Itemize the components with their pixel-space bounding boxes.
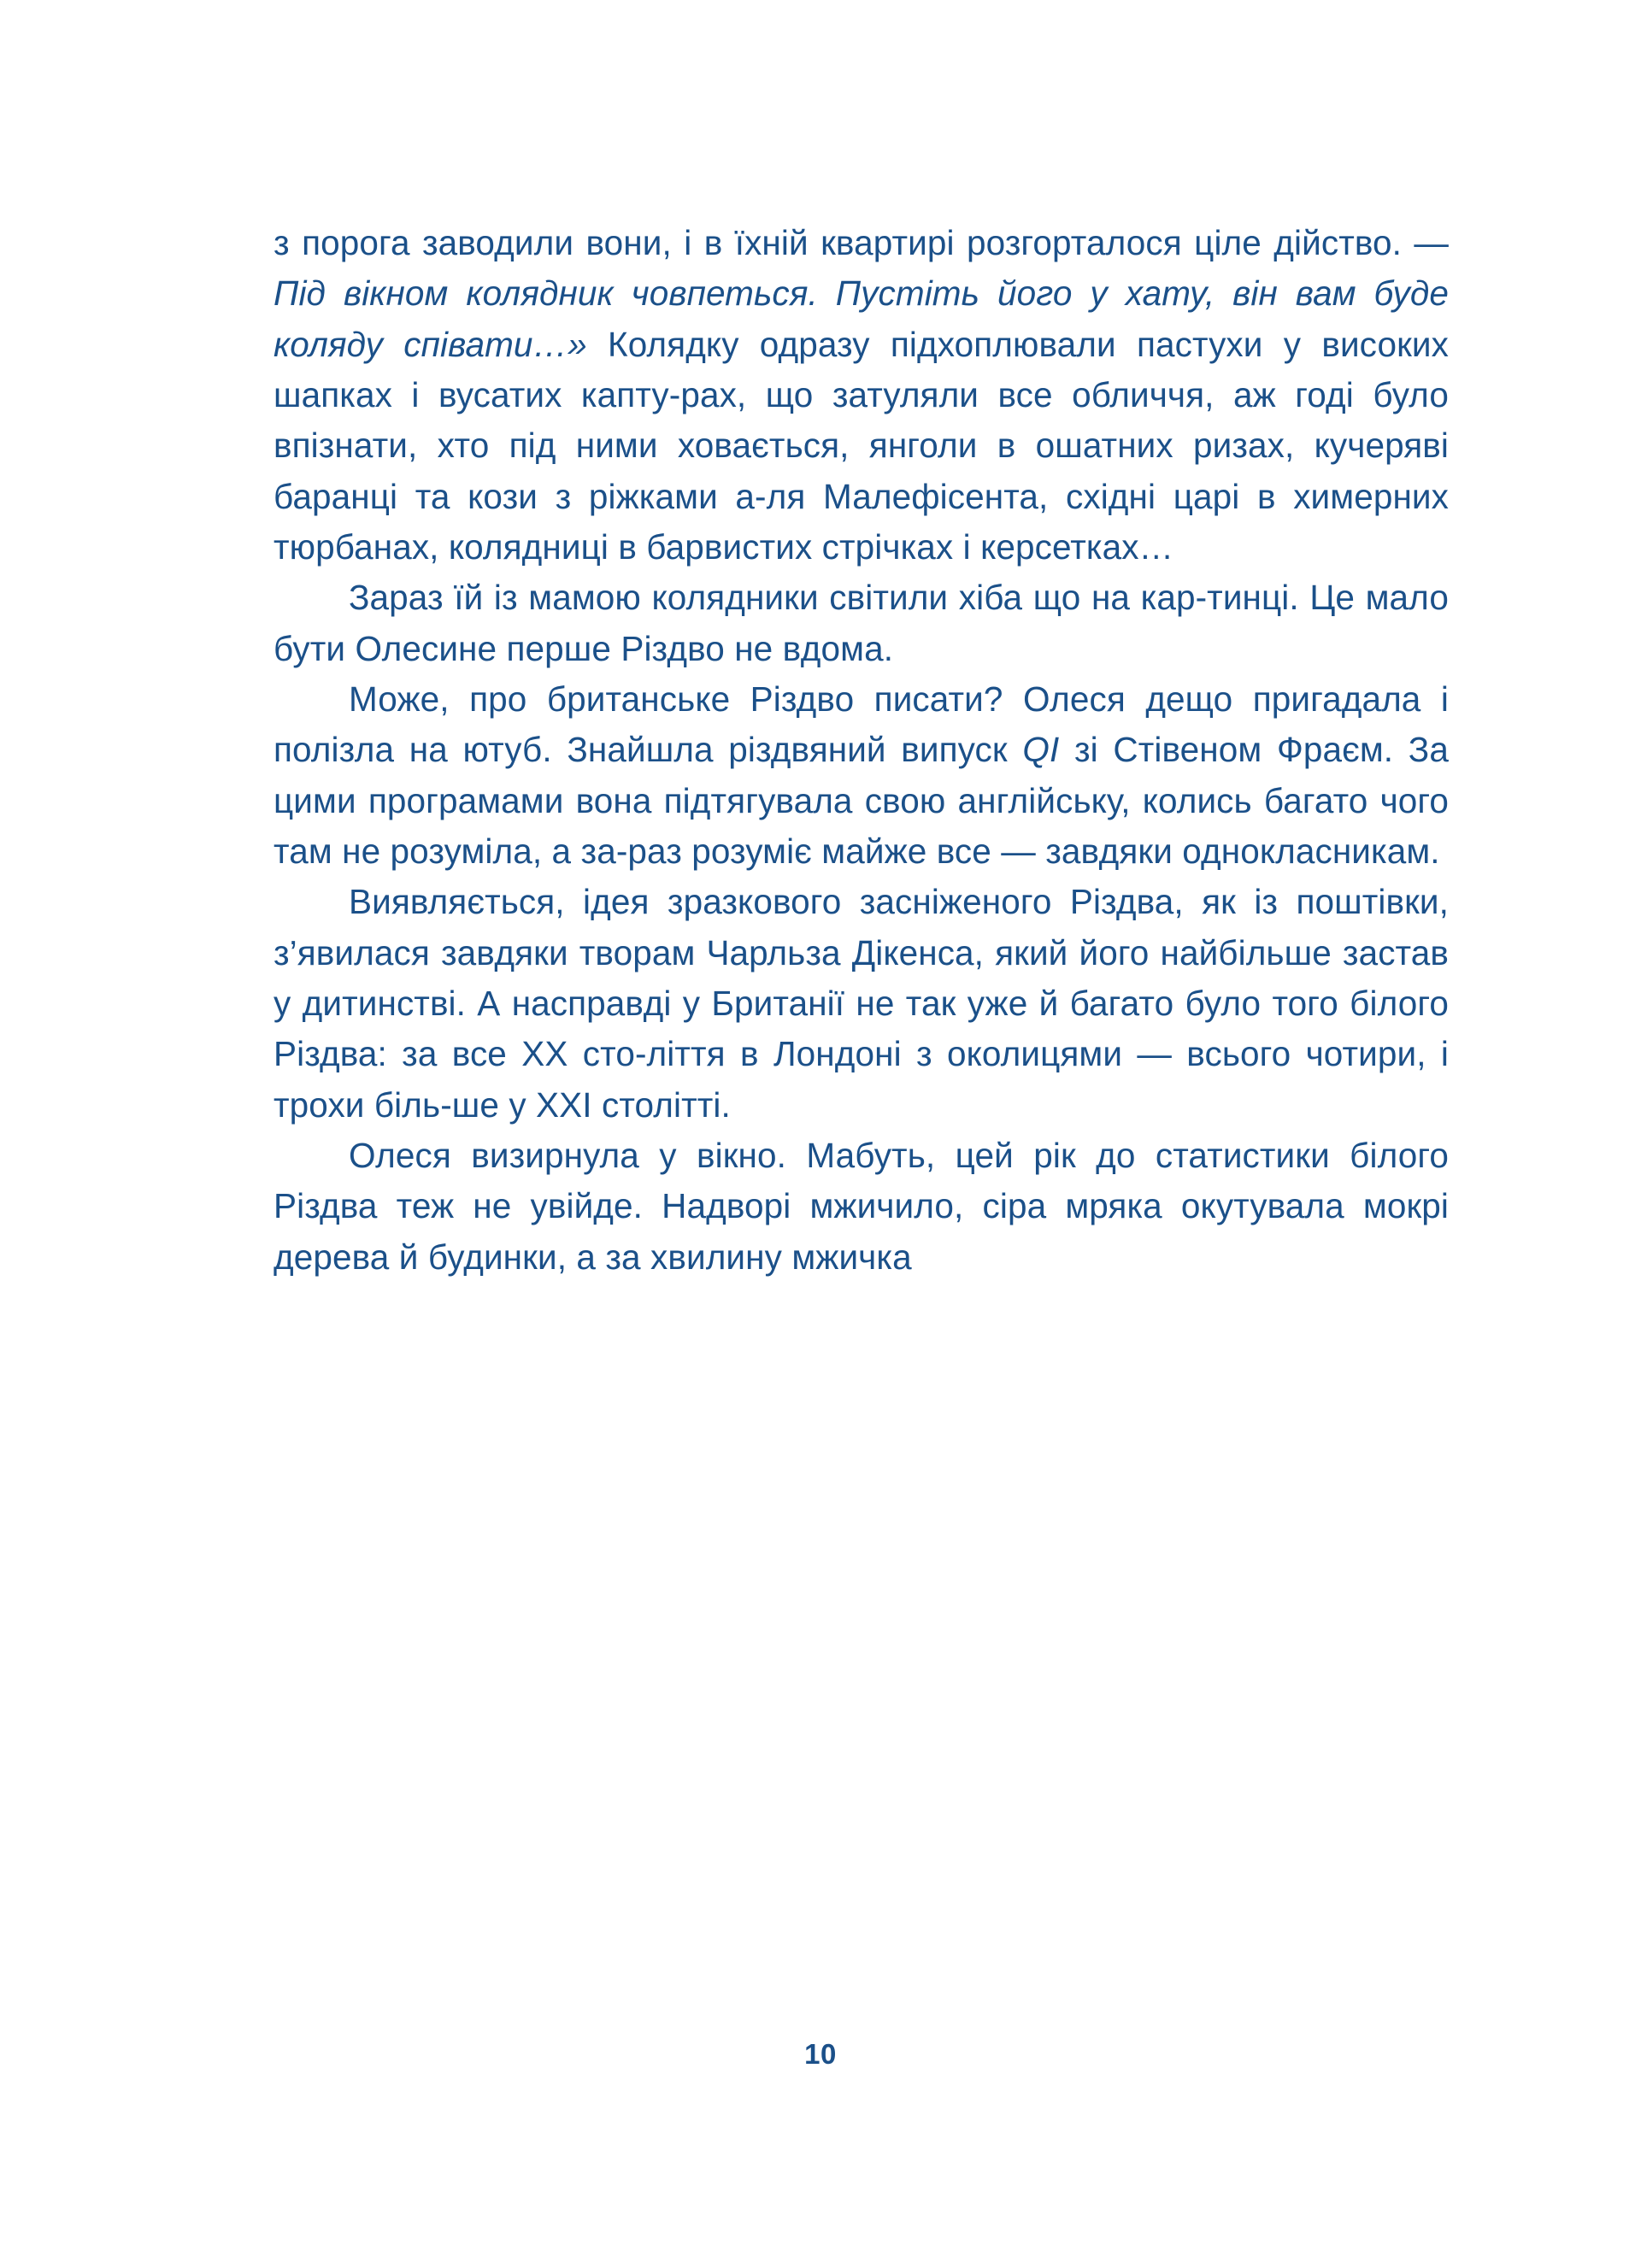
text-run: Зараз їй із мамою колядники світили хіба що на кар-тинці. Це мало бути Олесине перше Різдво не вдома. xyxy=(274,578,1449,668)
text-run: Олеся визирнула у вікно. Мабуть, цей рік до статистики білого Різдва теж не увійде. Надворі мжичило, сіра мряка окутувала мокрі дерева й будинки, а за хвилину мжичка xyxy=(274,1135,1449,1277)
text-run: Може, про британське Різдво писати? Олеся дещо пригадала і полізла на ютуб. Знайшла різдвяний випуск xyxy=(274,679,1449,770)
paragraph-5 xyxy=(274,1131,1449,1283)
paragraph-2 xyxy=(274,573,1449,674)
text-run: Виявляється, ідея зразкового засніженого Різдва, як із поштівки, з’явилася завдяки творам Чарльза Дікенса, який його найбільше застав у дитинстві. А насправді у Британії не так уже й багато було того білого Різдва: за все XX сто-ліття в Лондоні з околицями — всього чотири, і трохи біль-ше у XXI столітті. xyxy=(274,882,1449,1125)
text-run: Колядку одразу підхоплювали пастухи у високих шапках і вусатих капту-рах, що затуляли все обличчя, аж годі було впізнати, хто під ними ховається, янголи в ошатних ризах, кучеряві баранці та кози з ріжками а-ля Малефісента, східні царі в химерних тюрбанах, колядниці в барвистих стрічках і керсетках… xyxy=(274,324,1450,567)
italic-show-title: QI xyxy=(1022,730,1060,770)
page-number: 10 xyxy=(804,2038,837,2070)
text-run: зі Стівеном Фраєм. За цими програмами вона підтягувала свою англійську, колись багато чого там не розуміла, а за-раз розуміє майже все — завдяки однокласникам. xyxy=(274,730,1449,871)
text-run: з порога заводили вони, і в їхній квартирі розгорталося ціле дійство. — xyxy=(274,223,1449,262)
body-text-column xyxy=(274,218,1449,1283)
paragraph-4 xyxy=(274,877,1449,1131)
paragraph-1 xyxy=(274,218,1449,573)
italic-quote-run: Під вікном колядник човпеться. Пустіть його у хату, він вам буде коляду співати…» xyxy=(274,273,1449,364)
paragraph-3 xyxy=(274,674,1449,877)
